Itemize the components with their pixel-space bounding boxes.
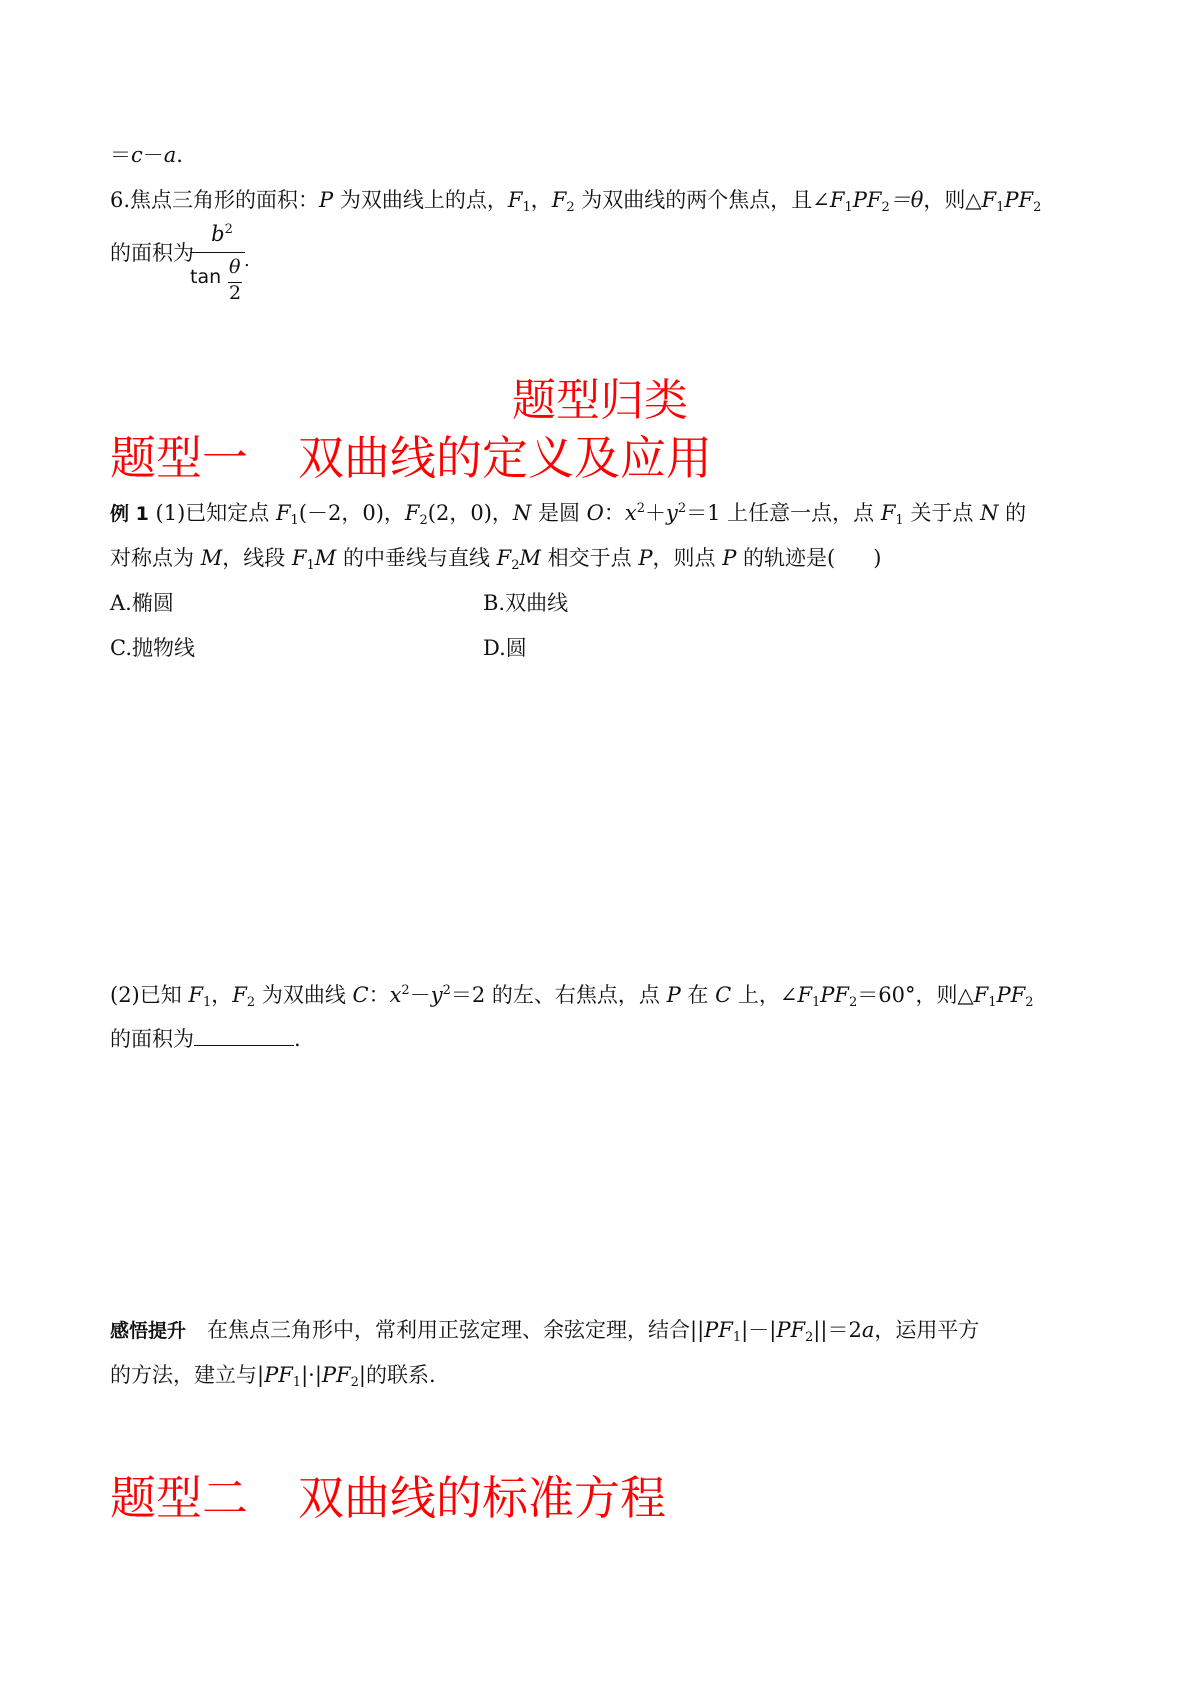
heading-label: 题型二 (110, 1471, 248, 1525)
text: 为双曲线上的点， (333, 188, 508, 212)
text: ， (211, 983, 233, 1007)
type2-heading (110, 1468, 666, 1528)
var-b: b (211, 222, 225, 246)
text: ＝60°，则△ (857, 983, 974, 1007)
subscript: 1 (292, 1375, 302, 1390)
var-a: a (163, 143, 177, 167)
text: ，则点 (652, 546, 723, 570)
text: ＝ (110, 143, 131, 167)
text: ，则△ (923, 188, 982, 212)
text: ＋ (644, 501, 666, 525)
choice-a: A.椭圆 (110, 591, 174, 615)
text: . (176, 143, 183, 167)
var-f: F (404, 501, 420, 525)
var-f: F (291, 546, 307, 570)
text: － (142, 143, 164, 167)
text: 的面积为 (110, 241, 194, 265)
var-c: c (131, 143, 143, 167)
text: . (294, 1027, 301, 1051)
text: ) (873, 546, 882, 570)
subscript: 1 (844, 200, 853, 215)
var-f: F (232, 983, 247, 1007)
text: 是圆 (531, 501, 587, 525)
text: |－| (741, 1318, 777, 1342)
number: 2 (229, 282, 242, 304)
var-m: M (519, 546, 541, 570)
var-pf: PF (264, 1363, 293, 1387)
subscript: 1 (290, 513, 299, 528)
superscript: 2 (677, 501, 687, 516)
var-a: a (861, 1318, 875, 1342)
text: 在 (680, 983, 716, 1007)
subscript: 1 (732, 1330, 742, 1345)
text: 为双曲线 (255, 983, 353, 1007)
var-f: F (981, 188, 997, 212)
text: ＝θ (889, 188, 924, 212)
text: |·| (301, 1363, 322, 1387)
var-n: N (980, 501, 999, 525)
var-pf: PF (776, 1318, 806, 1342)
var-theta: θ (229, 256, 241, 278)
var-f: F (797, 983, 813, 1007)
text: 的 (998, 501, 1027, 525)
var-pf: PF (852, 188, 882, 212)
choice-c: C.抛物线 (110, 636, 195, 660)
subscript: 1 (895, 513, 904, 528)
text: 相交于点 (541, 546, 639, 570)
text: (2)已知 (110, 983, 189, 1007)
var-p: P (638, 546, 653, 570)
var-p: P (722, 546, 737, 570)
var-f: F (829, 188, 845, 212)
subscript: 1 (996, 200, 1005, 215)
text: 上，∠ (731, 983, 798, 1007)
subscript: 1 (812, 995, 821, 1010)
text: 的中垂线与直线 (336, 546, 497, 570)
superscript: 2 (442, 983, 451, 998)
text-line-ca (110, 140, 183, 170)
superscript: 2 (401, 983, 410, 998)
fraction-bar (190, 252, 245, 253)
section-heading-center: 题型归类 (512, 375, 688, 426)
text: 关于点 (903, 501, 981, 525)
subscript: 1 (306, 558, 315, 573)
var-pf: PF (820, 983, 849, 1007)
subscript: 1 (988, 995, 997, 1010)
text: 对称点为 (110, 546, 201, 570)
text: . (244, 250, 250, 271)
text: ： (603, 501, 625, 525)
subscript: 2 (566, 200, 575, 215)
text: 为双曲线的两个焦点，且∠ (574, 188, 830, 212)
text: ||＝2 (813, 1318, 862, 1342)
example-label: 例 1 (110, 503, 149, 525)
example1-line1 (110, 498, 1026, 529)
insight-line1 (110, 1315, 979, 1346)
var-n: N (512, 501, 532, 525)
var-f: F (496, 546, 512, 570)
var-p: P (319, 188, 334, 212)
subscript: 2 (350, 1375, 359, 1390)
subscript: 2 (419, 513, 428, 528)
var-pf: PF (704, 1318, 733, 1342)
var-pf: PF (996, 983, 1026, 1007)
var-pf: PF (1004, 188, 1034, 212)
choice-d: D.圆 (483, 636, 527, 660)
example1-line2 (110, 543, 881, 573)
heading-title: 双曲线的定义及应用 (298, 431, 712, 485)
var-c: C (715, 983, 732, 1007)
type1-heading (110, 428, 712, 488)
text: |的联系. (358, 1363, 436, 1387)
text: ＝1 上任意一点，点 (686, 501, 881, 525)
text: 6.焦点三角形的面积： (110, 188, 320, 212)
text: ： (368, 983, 390, 1007)
part2-line1 (110, 980, 1034, 1010)
var-p: P (666, 983, 681, 1007)
text: 的方法，建立与| (110, 1363, 265, 1387)
var-m: M (314, 546, 337, 570)
heading-title: 双曲线的标准方程 (298, 1471, 666, 1525)
item6-line1 (110, 185, 1041, 215)
text: － (409, 983, 431, 1007)
part2-line2 (110, 1024, 301, 1054)
var-y: y (665, 501, 678, 525)
superscript: 2 (636, 501, 645, 516)
insight-label: 感悟提升 (110, 1320, 187, 1342)
var-c: C (352, 983, 369, 1007)
heading-label: 题型一 (110, 431, 248, 485)
text: ，线段 (222, 546, 292, 570)
text: ， (530, 188, 552, 212)
subscript: 2 (246, 995, 256, 1010)
subscript: 2 (881, 200, 890, 215)
var-m: M (200, 546, 223, 570)
var-x: x (624, 501, 637, 525)
answer-blank[interactable] (194, 1027, 294, 1046)
subscript: 2 (805, 1330, 814, 1345)
text: (－2，0)， (298, 501, 405, 525)
var-f: F (275, 501, 291, 525)
text: ，运用平方 (874, 1318, 980, 1342)
var-pf: PF (321, 1363, 351, 1387)
tan-label: tan (190, 266, 222, 288)
var-f: F (880, 501, 896, 525)
subscript: 2 (511, 558, 520, 573)
var-f: F (188, 983, 203, 1007)
subscript: 1 (522, 200, 531, 215)
text: (2，0)， (427, 501, 513, 525)
text: 的轨迹是( (736, 546, 836, 570)
subscript: 2 (1033, 200, 1042, 215)
var-o: O (586, 501, 604, 525)
text: (1)已知定点 (148, 501, 276, 525)
subscript: 2 (849, 995, 858, 1010)
subscript: 1 (203, 995, 212, 1010)
var-f: F (507, 188, 523, 212)
text: 在焦点三角形中，常利用正弦定理、余弦定理，结合|| (186, 1318, 705, 1342)
insight-line2 (110, 1360, 436, 1390)
subscript: 2 (1025, 995, 1034, 1010)
var-y: y (430, 983, 443, 1007)
var-f: F (973, 983, 989, 1007)
var-f: F (551, 188, 567, 212)
choice-b: B.双曲线 (483, 591, 569, 615)
var-x: x (389, 983, 402, 1007)
text: 的面积为 (110, 1027, 194, 1051)
item6-line2 (110, 238, 194, 268)
superscript: 2 (224, 222, 233, 237)
fraction-numerator (192, 222, 252, 246)
text: ＝2 的左、右焦点，点 (450, 983, 667, 1007)
